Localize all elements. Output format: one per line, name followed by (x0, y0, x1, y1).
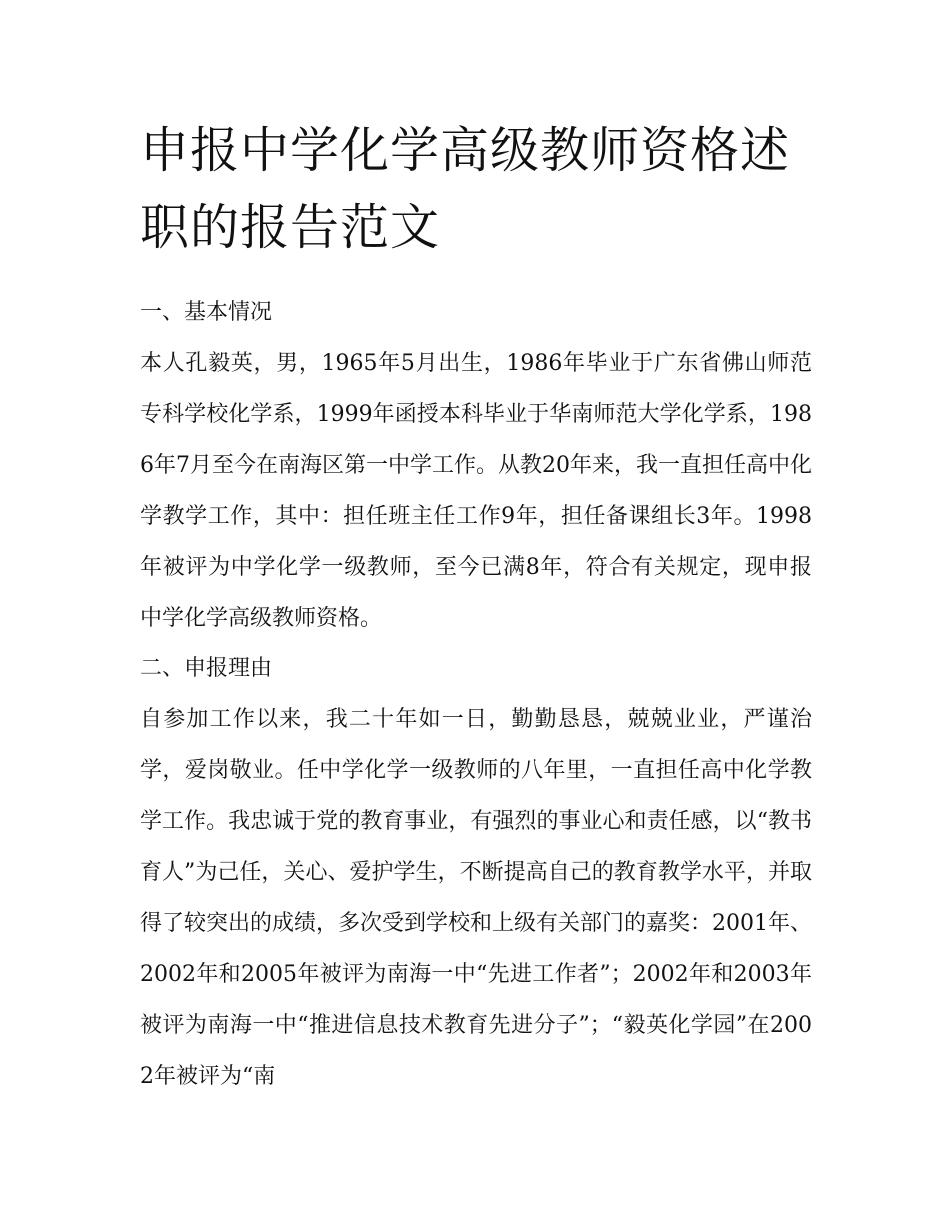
document-body (140, 112, 812, 1102)
section-heading-application-reasons: 二、申报理由 (140, 656, 273, 681)
document-title: 申报中学化学高级教师资格述职的报告范文 (140, 122, 791, 256)
section-paragraph-basic-info: 本人孔毅英，男，1965年5月出生，1986年毕业于广东省佛山师范专科学校化学系，1999年函授本科毕业于华南师范大学化学系，1986年7月至今在南海区第一中学工作。从教20年来，我一直担任高中化学教学工作，其中：担任班主任工作9年，担任备课组长3年。1998年被评为中学化学一级教师，至今已满8年，符合有关规定，现申报中学化学高级教师资格。 (140, 351, 812, 631)
section-paragraph-application-reasons: 自参加工作以来，我二十年如一日，勤勤恳恳，兢兢业业，严谨治学，爱岗敬业。任中学化学一级教师的八年里，一直担任高中化学教学工作。我忠诚于党的教育事业，有强烈的事业心和责任感，以“教书育人”为己任，关心、爱护学生，不断提高自己的教育教学水平，并取得了较突出的成绩，多次受到学校和上级有关部门的嘉奖：2001年、2002年和2005年被评为南海一中“先进工作者”；2002年和2003年被评为南海一中“推进信息技术教育先进分子”；“毅英化学园”在2002年被评为“南 (140, 707, 812, 1089)
section-heading-basic-info: 一、基本情况 (140, 300, 273, 325)
